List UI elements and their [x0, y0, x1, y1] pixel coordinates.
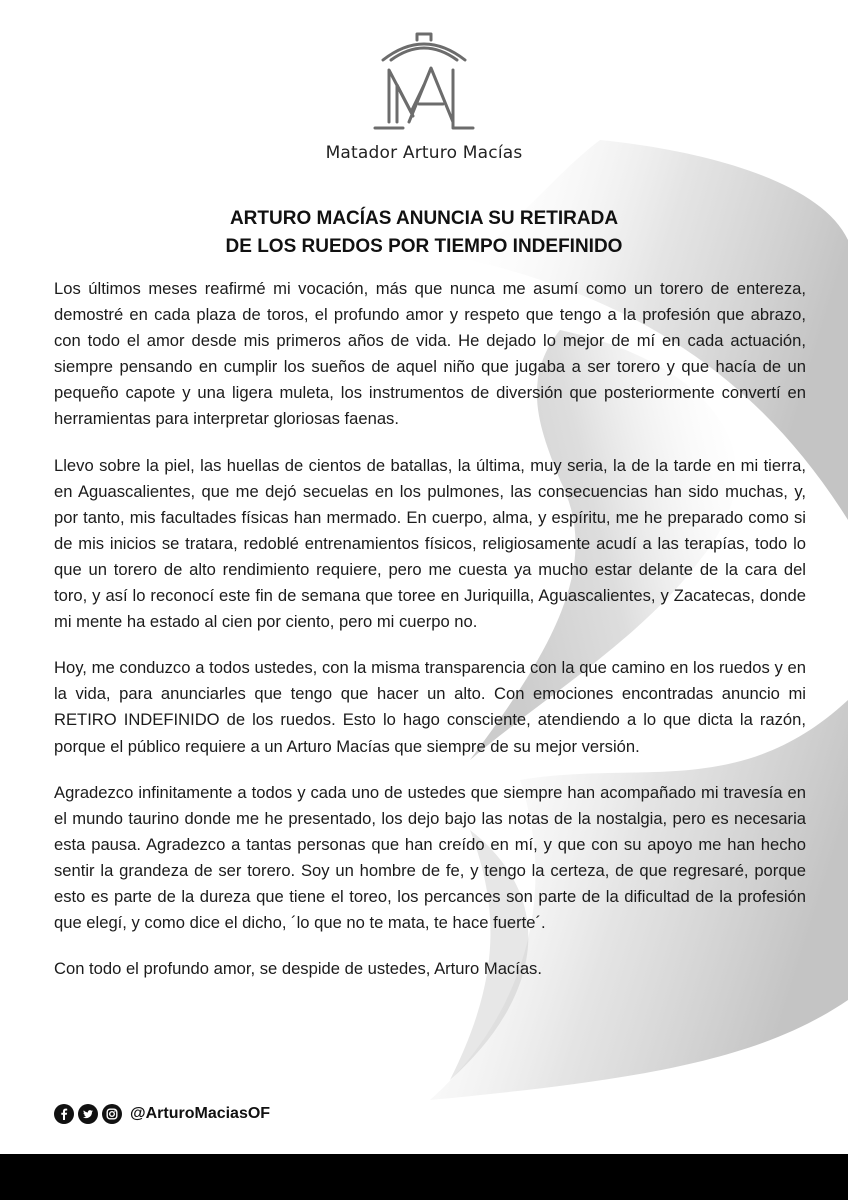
title-line-2: DE LOS RUEDOS POR TIEMPO INDEFINIDO [225, 236, 623, 257]
instagram-icon[interactable] [102, 1104, 122, 1124]
paragraph-4: Agradezco infinitamente a todos y cada uno de ustedes que siempre han acompañado mi travesía en el mundo taurino donde me he presentado, los dejo bajo las notas de la nostalgia, pero es necesaria esta pausa. Agradezco a tantas personas que han creído en mí, y que con su apoyo me han hecho sentir la grandeza de ser torero. Soy un hombre de fe, y tengo la certeza, de que regresaré, porque esto es parte de la dureza que tiene el toreo, los percances son parte de la dificultad de la profesión que elegí, y como dice el dicho, ´lo que no te mata, te hace fuerte´. [54, 782, 806, 933]
twitter-icon[interactable] [78, 1104, 98, 1124]
paragraph-1: Los últimos meses reafirmé mi vocación, más que nunca me asumí como un torero de entereza, demostré en cada plaza de toros, el profundo amor y respeto que tengo a la profesión que abrazo, con todo el amor desde mis primeros años de vida. He dejado lo mejor de mí en cada actuación, siempre pensando en cumplir los sueños de aquel niño que jugaba a ser torero y que hacía de un pequeño capote y una ligera muleta, los instrumentos de diversión que posteriormente convertí en herramientas para interpretar gloriosas faenas. [54, 279, 806, 429]
paragraph-5: Con todo el profundo amor, se despide de ustedes, Arturo Macías. [54, 959, 542, 979]
social-handle[interactable]: @ArturoMaciasOF [130, 1105, 271, 1122]
statement-body [54, 276, 806, 1002]
logo [0, 30, 848, 135]
matador-monogram-logo [369, 30, 479, 135]
facebook-icon[interactable] [54, 1104, 74, 1124]
brand-name: Matador Arturo Macías [325, 143, 523, 163]
statement-title [0, 205, 848, 261]
title-line-1: ARTURO MACÍAS ANUNCIA SU RETIRADA [229, 208, 619, 229]
footer-bar [0, 1154, 848, 1200]
paragraph-3: Hoy, me conduzco a todos ustedes, con la misma transparencia con la que camino en los ruedos y en la vida, para anunciarles que tengo que hacer un alto. Con emociones encontradas anuncio mi RETIRO INDEFINIDO de los ruedos. Esto lo hago consciente, atendiendo a lo que dicta la razón, porque el público requiere a un Arturo Macías que siempre de su mejor versión. [54, 658, 806, 756]
social-links [54, 1104, 270, 1124]
paragraph-2: Llevo sobre la piel, las huellas de cientos de batallas, la última, muy seria, la de la tarde en mi tierra, en Aguascalientes, que me dejó secuelas en los pulmones, las consecuencias han sido muchas, y, por tanto, mis facultades físicas han mermado. En cuerpo, alma, y espíritu, me he preparado como si de mis inicios se tratara, redoblé entrenamientos físicos, religiosamente acudí a las terapías, todo lo que un torero de alto rendimiento requiere, pero me cuesta ya mucho estar delante de la cara del toro, y así lo reconocí este fin de semana que toree en Juriquilla, Aguascalientes, y Zacatecas, donde mi mente ha estado al cien por ciento, pero mi cuerpo no. [54, 455, 806, 632]
